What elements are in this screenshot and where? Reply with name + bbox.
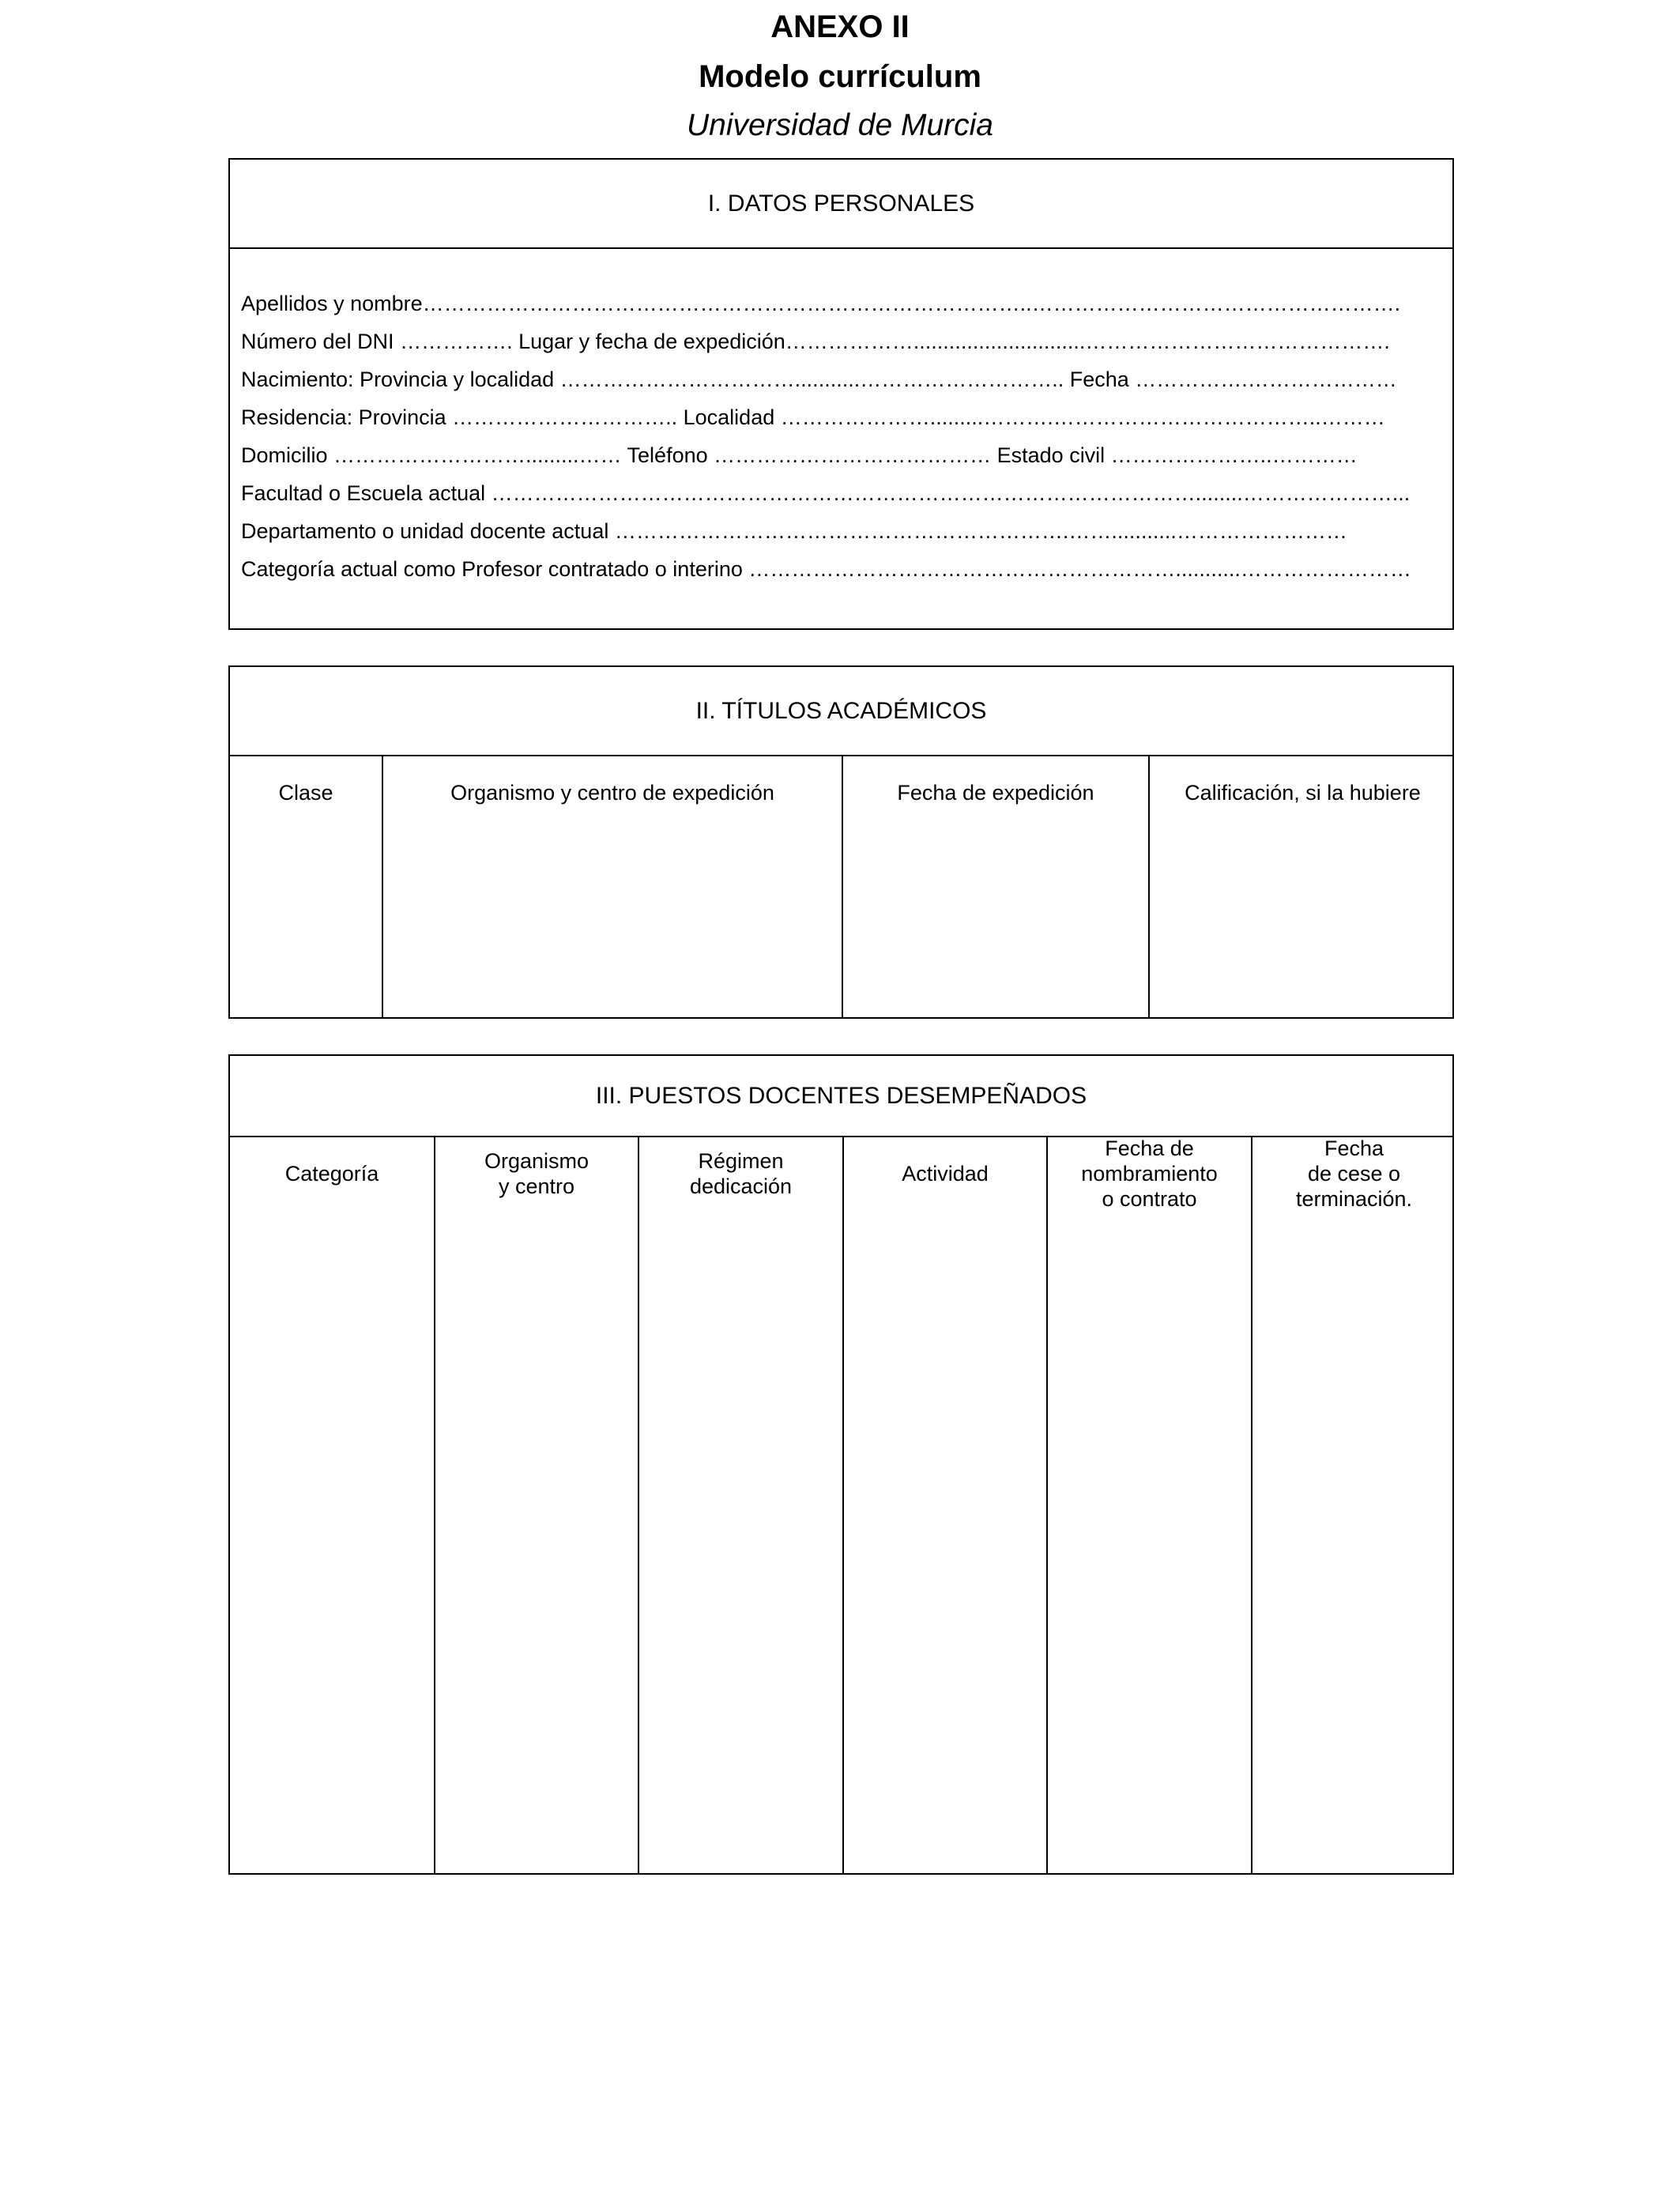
annex-title: ANEXO II	[770, 9, 910, 44]
university-name: Universidad de Murcia	[686, 108, 993, 142]
teaching-positions-title: III. PUESTOS DOCENTES DESEMPEÑADOS	[230, 1056, 1452, 1137]
col-header-organismo: Organismo y centro de expedición	[382, 755, 842, 831]
table-cell-clase[interactable]	[230, 831, 382, 1017]
teaching-positions-section	[228, 1054, 1454, 1875]
field-name[interactable]: Apellidos y nombre…………………………………………………………………………..…………………………………………….	[241, 292, 1401, 315]
field-residence[interactable]: Residencia: Provincia ………………………….. Localidad ………………….........……….………………………………..………	[241, 405, 1385, 429]
table-cell-organismo[interactable]	[382, 831, 842, 1017]
table-cell-fecha-cese[interactable]	[1252, 1212, 1456, 1873]
col-header-categoria: Categoría	[230, 1136, 435, 1212]
table-cell-organismo-centro[interactable]	[435, 1212, 638, 1873]
table-cell-fecha-nombramiento[interactable]	[1047, 1212, 1252, 1873]
academic-titles-title: II. TÍTULOS ACADÉMICOS	[230, 667, 1452, 756]
col-header-organismo-centro: Organismo y centro	[435, 1136, 638, 1212]
personal-data-fields	[241, 285, 1445, 588]
field-address[interactable]: Domicilio ……………………….........…… Teléfono ………………………………… Estado civil …………………..…………	[241, 443, 1358, 467]
table-cell-calificacion[interactable]	[1149, 831, 1456, 1017]
field-department[interactable]: Departamento o unidad docente actual ……………………………………………………….……...........……………………	[241, 519, 1347, 543]
table-cell-categoria[interactable]	[230, 1212, 435, 1873]
field-category[interactable]: Categoría actual como Profesor contratado o interino ……………………………………………………...........……………………	[241, 557, 1411, 581]
field-birth[interactable]: Nacimiento: Provincia y localidad ……………………………...........……………………….. Fecha …………….…………………	[241, 368, 1397, 391]
table-cell-actividad[interactable]	[843, 1212, 1047, 1873]
personal-data-title: I. DATOS PERSONALES	[230, 160, 1452, 249]
col-header-clase: Clase	[230, 755, 382, 831]
academic-titles-section	[228, 665, 1454, 1019]
table-cell-regimen[interactable]	[638, 1212, 843, 1873]
col-header-regimen: Régimen dedicación	[638, 1136, 843, 1212]
col-header-actividad: Actividad	[843, 1136, 1047, 1212]
col-header-fecha-nombramiento: Fecha de nombramiento o contrato	[1047, 1136, 1252, 1212]
field-dni[interactable]: Número del DNI ……………. Lugar y fecha de expedición……………….............................…………………………………….	[241, 330, 1390, 353]
col-header-fecha-expedicion: Fecha de expedición	[842, 755, 1149, 831]
document-title: Modelo currículum	[699, 59, 981, 94]
col-header-calificacion: Calificación, si la hubiere	[1149, 755, 1456, 831]
field-faculty[interactable]: Facultad o Escuela actual ………………………………………………………………………………………........…………………...	[241, 481, 1411, 505]
personal-data-section	[228, 158, 1454, 630]
academic-titles-table	[230, 755, 1456, 1017]
table-cell-fecha-expedicion[interactable]	[842, 831, 1149, 1017]
col-header-fecha-cese: Fecha de cese o terminación.	[1252, 1136, 1456, 1212]
teaching-positions-table	[230, 1136, 1456, 1873]
